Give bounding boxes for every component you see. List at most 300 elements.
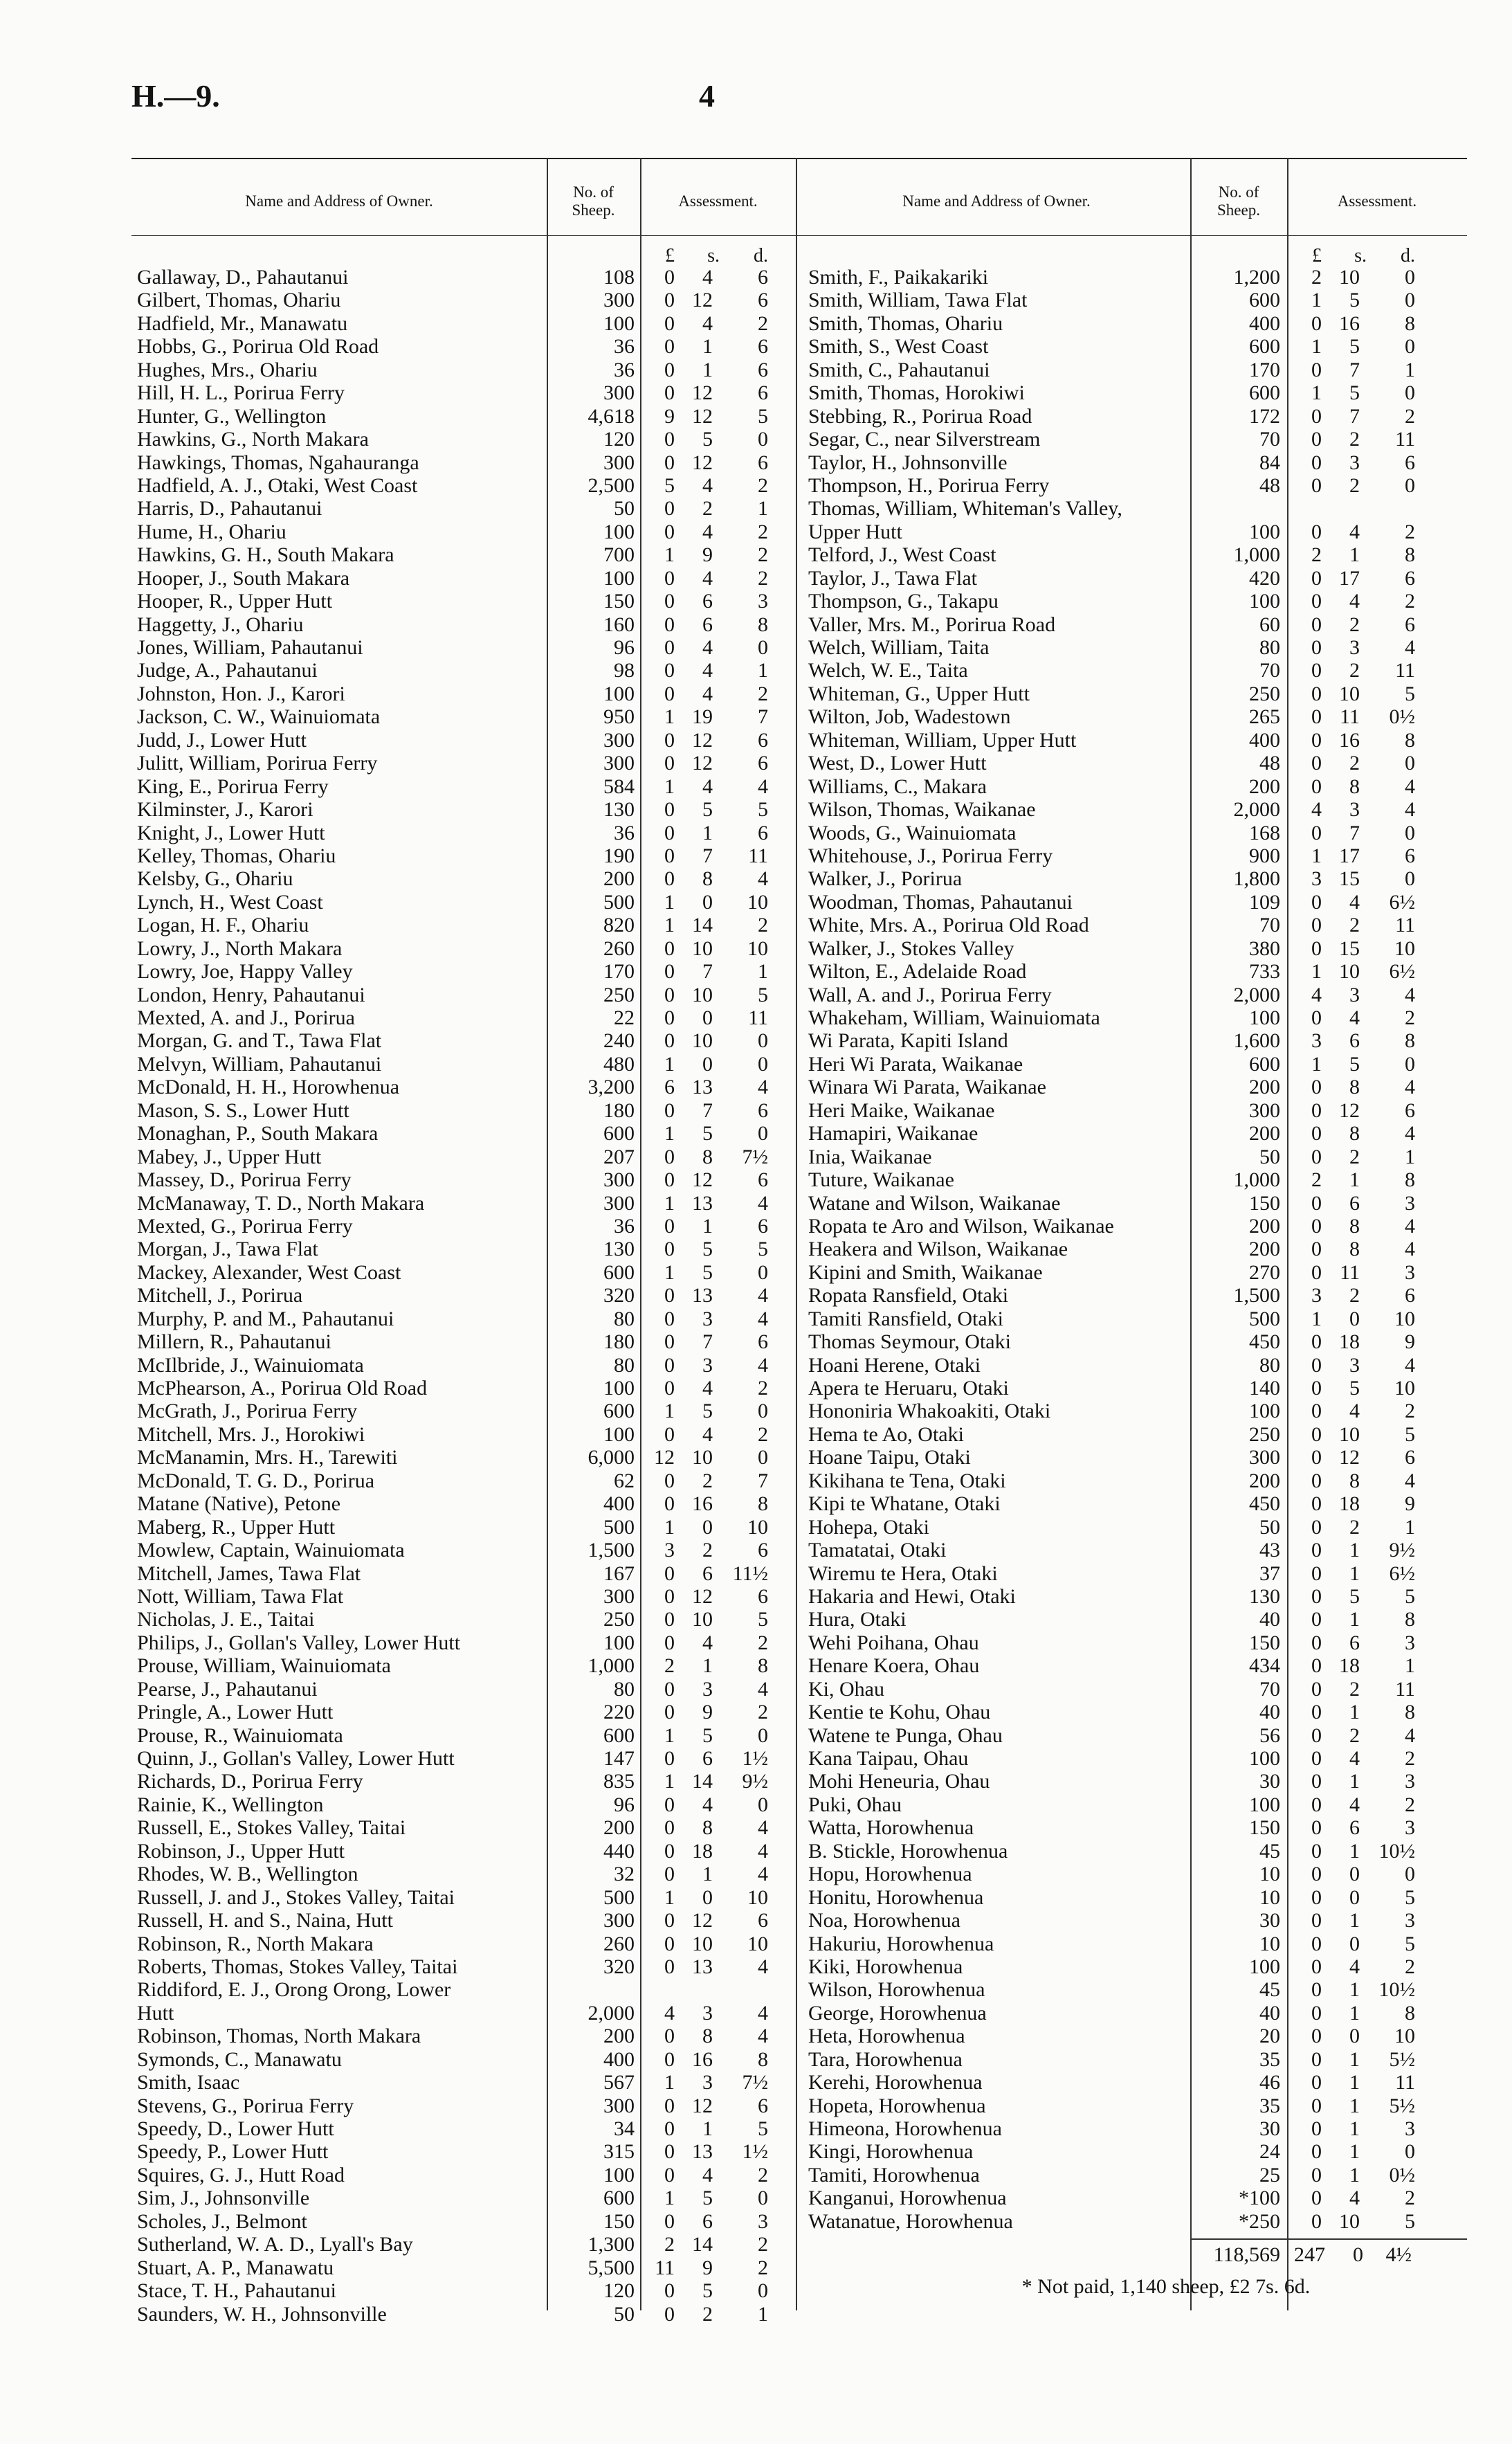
table-row — [803, 335, 1467, 358]
pence-value: 4 — [1405, 1353, 1415, 1377]
sheep-count: 100 — [603, 1422, 635, 1446]
pounds-value: 0 — [1311, 2094, 1322, 2117]
sheep-count: 36 — [614, 821, 635, 844]
shillings-value: 5 — [1349, 289, 1360, 312]
shillings-value: 10 — [692, 936, 713, 960]
table-row — [131, 1307, 796, 1330]
pence-value: 0 — [758, 1446, 768, 1469]
shillings-value: 4 — [702, 1793, 713, 1816]
pounds-value: 0 — [1311, 890, 1322, 914]
shillings-value: 1 — [1349, 2047, 1360, 2071]
table-row — [803, 590, 1467, 613]
sheep-count: 2,000 — [1233, 983, 1280, 1006]
shillings-value: 19 — [692, 705, 713, 729]
pounds-value: 0 — [664, 1284, 675, 1307]
pounds-value: 1 — [664, 1723, 675, 1747]
table-row — [803, 2048, 1467, 2071]
pounds-value: 1 — [664, 2071, 675, 2094]
table-row — [803, 822, 1467, 844]
shillings-value: 12 — [692, 289, 713, 312]
shillings-value: 13 — [692, 1191, 713, 1215]
owner-name: London, Henry, Pahautanui — [137, 983, 365, 1006]
sheep-count: 315 — [603, 2140, 635, 2164]
owner-name: King, E., Porirua Ferry — [137, 775, 329, 798]
owner-name: Hunter, G., Wellington — [137, 404, 327, 428]
pence-value: 6 — [758, 752, 768, 775]
pence-value: 4 — [758, 2001, 768, 2025]
table-row — [131, 1909, 796, 1932]
table-row — [131, 1215, 796, 1238]
pounds-value: 0 — [664, 1330, 675, 1354]
table-row — [131, 1284, 796, 1307]
owner-name: Millern, R., Pahautanui — [137, 1330, 331, 1354]
pounds-value: 0 — [664, 1006, 675, 1029]
table-row — [803, 2002, 1467, 2025]
sheep-count: 180 — [603, 1098, 635, 1122]
owner-name: Robinson, J., Upper Hutt — [137, 1839, 345, 1863]
table-row — [131, 729, 796, 752]
shillings-value: 3 — [1349, 983, 1360, 1006]
owner-name: Apera te Heruaru, Otaki — [808, 1377, 1009, 1400]
pounds-value: 0 — [1311, 1446, 1322, 1469]
sheep-count: 130 — [1249, 1584, 1280, 1608]
pence-value: 0 — [1405, 289, 1415, 312]
sheep-count: 36 — [614, 1214, 635, 1238]
pence-value: 8 — [1405, 1168, 1415, 1192]
shillings-value: 10 — [1339, 682, 1360, 705]
pounds-value: 0 — [1311, 1469, 1322, 1492]
shillings-value: 5 — [1349, 335, 1360, 359]
table-row — [131, 1678, 796, 1701]
owner-name: Noa, Horowhenua — [808, 1909, 960, 1932]
owner-name: Hill, H. L., Porirua Ferry — [137, 381, 345, 405]
pounds-value: 0 — [1311, 2071, 1322, 2094]
pence-value: 2 — [758, 520, 768, 543]
table-row — [131, 1585, 796, 1608]
owner-name: Richards, D., Porirua Ferry — [137, 1770, 363, 1793]
owner-name: Smith, Thomas, Ohariu — [808, 311, 1003, 335]
pence-value: 4 — [1405, 1122, 1415, 1146]
table-row — [131, 984, 796, 1006]
shillings-value: 8 — [1349, 775, 1360, 798]
pounds-value: 1 — [1311, 381, 1322, 405]
shillings-value: 8 — [1349, 1076, 1360, 1099]
pounds-value: 0 — [1311, 1539, 1322, 1562]
owner-name: Scholes, J., Belmont — [137, 2209, 307, 2233]
owner-name: Himeona, Horowhenua — [808, 2117, 1002, 2140]
owner-name: Walker, J., Stokes Valley — [808, 936, 1014, 960]
pounds-value: 1 — [664, 1260, 675, 1284]
sheep-count: 36 — [614, 358, 635, 381]
owner-name: George, Horowhenua — [808, 2001, 987, 2025]
sheep-count: 34 — [614, 2117, 635, 2140]
pence-value: 0 — [758, 1400, 768, 1423]
shillings-value: 10 — [692, 1029, 713, 1053]
unit-row — [131, 246, 796, 266]
pounds-value: 9 — [664, 404, 675, 428]
pounds-value: 2 — [1311, 1168, 1322, 1192]
sheep-count: 3,200 — [588, 1076, 635, 1099]
owner-name: Massey, D., Porirua Ferry — [137, 1168, 352, 1192]
table-row — [803, 891, 1467, 914]
pence-value: 4 — [1405, 1238, 1415, 1261]
owner-name: Wiremu te Hera, Otaki — [808, 1562, 998, 1585]
owner-name: Hononiria Whakoakiti, Otaki — [808, 1400, 1051, 1423]
pence-value: 0 — [1405, 381, 1415, 405]
table-row — [803, 2210, 1467, 2233]
sheep-count: 120 — [603, 2279, 635, 2303]
table-row — [131, 266, 796, 289]
owner-name: Judge, A., Pahautanui — [137, 659, 318, 682]
owner-name: Quinn, J., Gollan's Valley, Lower Hutt — [137, 1747, 455, 1770]
shillings-value: 1 — [1349, 2001, 1360, 2025]
pence-value: 2 — [758, 566, 768, 590]
sheep-count: 320 — [603, 1955, 635, 1978]
shillings-value: 4 — [702, 2163, 713, 2187]
sheep-count: 200 — [1249, 1238, 1280, 1261]
pence-value: 1 — [758, 659, 768, 682]
pence-value: 0 — [758, 1793, 768, 1816]
sheep-count: 70 — [1259, 914, 1280, 937]
pounds-value: 2 — [1311, 266, 1322, 289]
pounds-value: 0 — [1311, 2163, 1322, 2187]
owner-name: Hura, Otaki — [808, 1608, 907, 1631]
pence-value: 2 — [758, 1422, 768, 1446]
pounds-value: 0 — [1311, 1098, 1322, 1122]
pence-value: 6 — [758, 1214, 768, 1238]
shillings-value: 1 — [1349, 2140, 1360, 2164]
pence-value: 0 — [1405, 1052, 1415, 1076]
pounds-value: 0 — [664, 867, 675, 891]
pence-value: 0 — [758, 1122, 768, 1146]
left-body — [131, 266, 796, 2326]
owner-name: Heri Wi Parata, Waikanae — [808, 1052, 1023, 1076]
shillings-value: 5 — [702, 428, 713, 451]
shillings-value: 6 — [1349, 1029, 1360, 1053]
pounds-value: 0 — [664, 1492, 675, 1516]
pence-unit: d. — [754, 245, 768, 266]
owner-name: Kerehi, Horowhenua — [808, 2071, 983, 2094]
table-row — [131, 2071, 796, 2094]
sheep-count: 50 — [1259, 1145, 1280, 1168]
shillings-value: 12 — [692, 381, 713, 405]
pence-value: 4 — [1405, 1076, 1415, 1099]
shillings-value: 4 — [1349, 890, 1360, 914]
pounds-value: 0 — [1311, 682, 1322, 705]
sheep-count: 70 — [1259, 428, 1280, 451]
table-row — [131, 960, 796, 983]
shillings-value: 10 — [1339, 266, 1360, 289]
sheep-count: 168 — [1249, 821, 1280, 844]
sheep-count: 300 — [603, 1909, 635, 1932]
owner-name: Rhodes, W. B., Wellington — [137, 1863, 358, 1886]
table-row — [131, 590, 796, 613]
pounds-value: 0 — [664, 844, 675, 867]
pounds-value: 6 — [664, 1076, 675, 1099]
table-row — [803, 1492, 1467, 1515]
owner-name: Wi Parata, Kapiti Island — [808, 1029, 1008, 1053]
pounds-value: 0 — [664, 613, 675, 636]
shillings-value: 9 — [702, 2256, 713, 2279]
pounds-value: 1 — [1311, 289, 1322, 312]
shillings-value: 17 — [1339, 844, 1360, 867]
table-row — [131, 636, 796, 659]
shillings-value: 7 — [1349, 404, 1360, 428]
pence-value: 4 — [758, 2025, 768, 2048]
pence-value: 0 — [758, 1260, 768, 1284]
shillings-value: 8 — [702, 1816, 713, 1840]
sheep-count: 2,000 — [1233, 798, 1280, 822]
pence-value: 2 — [758, 914, 768, 937]
shillings-value: 5 — [1349, 1052, 1360, 1076]
owner-name: Valler, Mrs. M., Porirua Road — [808, 613, 1056, 636]
pence-value: 4 — [758, 1955, 768, 1978]
shillings-value: 1 — [1349, 1770, 1360, 1793]
pence-value: 10 — [747, 1932, 768, 1955]
table-row — [131, 682, 796, 705]
owner-name: Walker, J., Porirua — [808, 867, 963, 891]
owner-name: McIlbride, J., Wainuiomata — [137, 1353, 364, 1377]
sheep-count: 80 — [1259, 636, 1280, 659]
owner-name: Kanganui, Horowhenua — [808, 2187, 1007, 2210]
shillings-value: 6 — [702, 2209, 713, 2233]
shillings-value: 13 — [692, 1076, 713, 1099]
shillings-value: 4 — [702, 266, 713, 289]
table-row — [131, 289, 796, 311]
pence-value: 10½ — [1378, 1978, 1415, 2002]
table-row — [803, 312, 1467, 335]
table-row — [131, 1122, 796, 1145]
owner-name: McDonald, H. H., Horowhenua — [137, 1076, 400, 1099]
sheep-count: 46 — [1259, 2071, 1280, 2094]
shillings-value: 5 — [702, 1400, 713, 1423]
pence-value: 2 — [758, 1377, 768, 1400]
pounds-value: 0 — [664, 451, 675, 474]
pounds-value: 2 — [664, 1654, 675, 1678]
owner-name: Kilminster, J., Karori — [137, 798, 313, 822]
pounds-value: 0 — [1311, 613, 1322, 636]
table-row — [131, 2233, 796, 2256]
sheep-count: 835 — [603, 1770, 635, 1793]
pounds-value: 0 — [664, 335, 675, 359]
owner-name: Taylor, H., Johnsonville — [808, 451, 1008, 474]
pounds-value: 0 — [664, 2094, 675, 2117]
pence-value: 6 — [758, 1168, 768, 1192]
pence-value: 6 — [758, 1098, 768, 1122]
table-row — [803, 729, 1467, 752]
table-row — [131, 2094, 796, 2117]
pence-value: 4 — [758, 1839, 768, 1863]
owner-name: Tamiti, Horowhenua — [808, 2163, 980, 2187]
owner-name: Symonds, C., Manawatu — [137, 2047, 342, 2071]
shillings-value: 0 — [1349, 1932, 1360, 1955]
table-row — [131, 497, 796, 520]
table-row — [131, 474, 796, 497]
sheep-count: 84 — [1259, 451, 1280, 474]
sheep-count: 600 — [603, 1260, 635, 1284]
owner-name: Gallaway, D., Pahautanui — [137, 266, 349, 289]
table-row — [131, 1816, 796, 1839]
shillings-value: 1 — [702, 1654, 713, 1678]
shillings-value: 3 — [702, 2001, 713, 2025]
shillings-value: 1 — [1349, 1539, 1360, 1562]
owner-name: Hume, H., Ohariu — [137, 520, 286, 543]
pounds-value: 0 — [664, 1955, 675, 1978]
shillings-value: 1 — [702, 1863, 713, 1886]
pounds-value: 0 — [664, 728, 675, 752]
owner-name: McPhearson, A., Porirua Old Road — [137, 1377, 428, 1400]
shillings-value: 4 — [702, 311, 713, 335]
total-pence: 4½ — [1385, 2243, 1412, 2267]
pence-value: 0 — [758, 2187, 768, 2210]
table-row — [131, 798, 796, 821]
pounds-value: 0 — [1311, 590, 1322, 613]
owner-name: Welch, W. E., Taita — [808, 659, 968, 682]
pounds-value: 0 — [1311, 451, 1322, 474]
owner-name: Pringle, A., Lower Hutt — [137, 1701, 334, 1724]
sheep-count: 167 — [603, 1562, 635, 1585]
pounds-value: 0 — [1311, 1145, 1322, 1168]
sheep-count: 1,000 — [1233, 543, 1280, 567]
table-row — [803, 1354, 1467, 1377]
pence-value: 0 — [1405, 867, 1415, 891]
sheep-count: 100 — [1249, 1955, 1280, 1978]
pounds-value: 1 — [664, 705, 675, 729]
pounds-value: 0 — [1311, 1701, 1322, 1724]
pounds-value: 0 — [1311, 1747, 1322, 1770]
owner-name: Prouse, R., Wainuiomata — [137, 1723, 343, 1747]
table-row — [803, 1978, 1467, 2001]
table-row — [803, 1423, 1467, 1446]
pence-value: 4 — [758, 1284, 768, 1307]
table-row — [803, 798, 1467, 821]
table-row — [803, 1307, 1467, 1330]
pence-value: 3 — [1405, 1816, 1415, 1840]
table-row — [803, 451, 1467, 474]
pence-value: 2 — [1405, 1747, 1415, 1770]
sheep-count: 100 — [603, 311, 635, 335]
table-row — [131, 1978, 796, 2001]
owner-name: Hopu, Horowhenua — [808, 1863, 972, 1886]
shillings-value: 5 — [702, 1260, 713, 1284]
pence-value: 2 — [1405, 590, 1415, 613]
owner-name: Jackson, C. W., Wainuiomata — [137, 705, 381, 729]
table-row — [131, 1446, 796, 1469]
pounds-value: 0 — [664, 1816, 675, 1840]
owner-name: Wilton, E., Adelaide Road — [808, 960, 1027, 984]
sheep-count: 500 — [1249, 1307, 1280, 1330]
table-row — [803, 613, 1467, 636]
table-row — [803, 1168, 1467, 1191]
pence-value: 2 — [758, 473, 768, 497]
right-column — [803, 158, 1467, 2310]
table-row — [131, 1192, 796, 1215]
sheep-count: 300 — [603, 728, 635, 752]
pence-value: 0 — [1405, 2140, 1415, 2164]
pence-value: 6 — [1405, 1446, 1415, 1469]
owner-name: Smith, William, Tawa Flat — [808, 289, 1028, 312]
total-shillings: 0 — [1353, 2243, 1363, 2267]
pence-value: 0 — [758, 1723, 768, 1747]
table-row — [131, 2025, 796, 2047]
sheep-count: 48 — [1259, 752, 1280, 775]
sheep-count: 200 — [603, 867, 635, 891]
pence-value: 5½ — [1389, 2094, 1415, 2117]
owner-name: Kana Taipau, Ohau — [808, 1747, 969, 1770]
table-row — [131, 1354, 796, 1377]
shillings-value: 3 — [1349, 636, 1360, 659]
pounds-value: 0 — [1311, 1770, 1322, 1793]
table-row — [803, 1840, 1467, 1863]
table-row — [131, 1492, 796, 1515]
table-row — [131, 1747, 796, 1770]
shillings-value: 3 — [1349, 798, 1360, 822]
shillings-value: 1 — [1349, 2163, 1360, 2187]
pounds-value: 0 — [664, 2047, 675, 2071]
sheep-count: 40 — [1259, 1608, 1280, 1631]
sheep-count: 200 — [1249, 1122, 1280, 1146]
sheep-count: 20 — [1259, 2025, 1280, 2048]
pounds-value: 0 — [664, 682, 675, 705]
pounds-value: 0 — [664, 520, 675, 543]
pounds-value: 0 — [664, 1631, 675, 1654]
sheep-count: 1,500 — [588, 1539, 635, 1562]
pounds-value: 1 — [664, 543, 675, 567]
pounds-value: 0 — [664, 381, 675, 405]
shillings-value: 11 — [1340, 705, 1360, 729]
shillings-value: 4 — [1349, 590, 1360, 613]
pence-value: 10 — [747, 890, 768, 914]
owner-name: Wehi Poihana, Ohau — [808, 1631, 979, 1654]
pence-value: 4 — [1405, 1469, 1415, 1492]
shillings-value: 3 — [702, 1677, 713, 1701]
shillings-value: 2 — [702, 1539, 713, 1562]
table-row — [131, 2048, 796, 2071]
pounds-value: 4 — [664, 2001, 675, 2025]
owner-name: Smith, C., Pahautanui — [808, 358, 990, 381]
shillings-value: 2 — [1349, 1723, 1360, 1747]
pounds-value: 0 — [664, 636, 675, 659]
owner-name: Mexted, A. and J., Porirua — [137, 1006, 355, 1029]
owner-name: Thomas, William, Whiteman's Valley, — [808, 497, 1122, 521]
shillings-value: 10 — [692, 1446, 713, 1469]
pounds-value: 0 — [664, 821, 675, 844]
pounds-value: 0 — [664, 752, 675, 775]
table-row — [131, 1076, 796, 1098]
pence-value: 10 — [747, 1515, 768, 1539]
owner-name: Hema te Ao, Otaki — [808, 1422, 964, 1446]
table-row — [803, 2117, 1467, 2140]
sheep-count: 170 — [603, 960, 635, 984]
center-divider — [796, 158, 797, 2310]
pounds-value: 0 — [664, 1839, 675, 1863]
pounds-value: 0 — [664, 1701, 675, 1724]
owner-name: Hakuriu, Horowhenua — [808, 1932, 994, 1955]
table-row — [131, 2210, 796, 2233]
shillings-value: 14 — [692, 1770, 713, 1793]
shillings-value: 6 — [702, 1562, 713, 1585]
pence-value: 2 — [758, 2233, 768, 2256]
sheep-count: 400 — [603, 2047, 635, 2071]
shillings-value: 4 — [702, 566, 713, 590]
shillings-value: 5 — [702, 1723, 713, 1747]
owner-name: Stuart, A. P., Manawatu — [137, 2256, 334, 2279]
pence-value: 3 — [1405, 2117, 1415, 2140]
table-row — [131, 381, 796, 404]
owner-name: Smith, S., West Coast — [808, 335, 989, 359]
shillings-value: 1 — [702, 358, 713, 381]
pounds-value: 0 — [664, 798, 675, 822]
